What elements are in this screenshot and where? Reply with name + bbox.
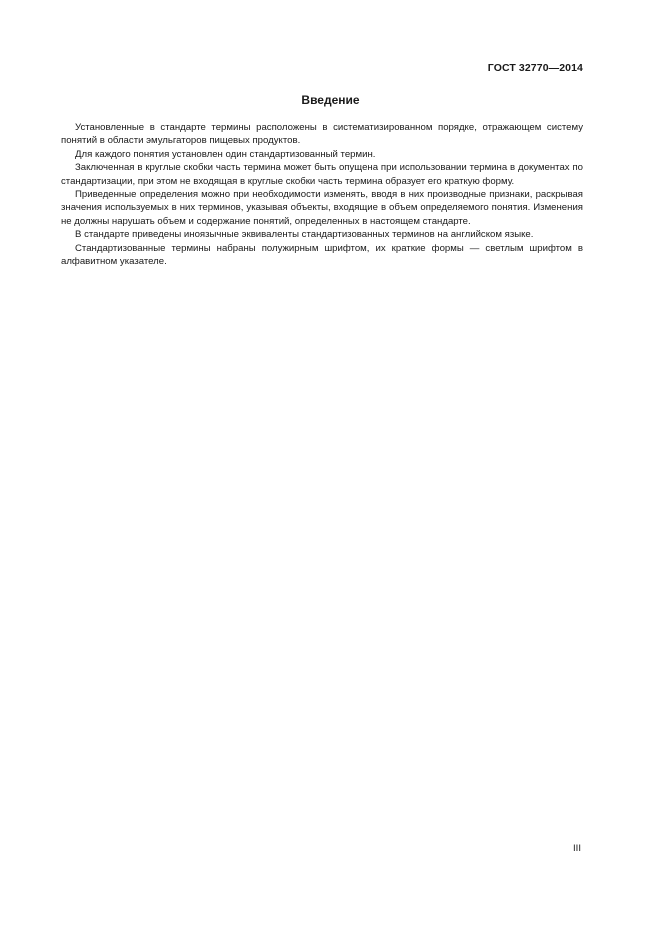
paragraph: В стандарте приведены иноязычные эквиваленты стандартизованных терминов на английском языке. — [75, 229, 534, 241]
page-number: III — [573, 843, 581, 854]
section-title: Введение — [301, 93, 360, 107]
paragraph: Установленные в стандарте термины расположены в систематизированном порядке, отражающем систему понятий в области эмульгаторов пищевых продуктов. — [61, 122, 583, 147]
paragraph: Заключенная в круглые скобки часть термина может быть опущена при использовании термина в документах по стандартизации, при этом не входящая в круглые скобки часть термина образует его краткую форму. — [61, 162, 583, 187]
body-text — [61, 121, 583, 268]
paragraph: Для каждого понятия установлен один стандартизованный термин. — [75, 148, 376, 160]
paragraph: Приведенные определения можно при необходимости изменять, вводя в них производные признаки, раскрывая значения используемых в них терминов, указывая объекты, входящие в объем определяемого понятия. Изменения не должны нарушать объем и содержание понятий, определенных в настоящем стандарте. — [61, 189, 583, 227]
paragraph: Стандартизованные термины набраны полужирным шрифтом, их краткие формы — светлым шрифтом в алфавитном указателе. — [61, 242, 583, 268]
standard-id-header: ГОСТ 32770—2014 — [487, 62, 583, 74]
